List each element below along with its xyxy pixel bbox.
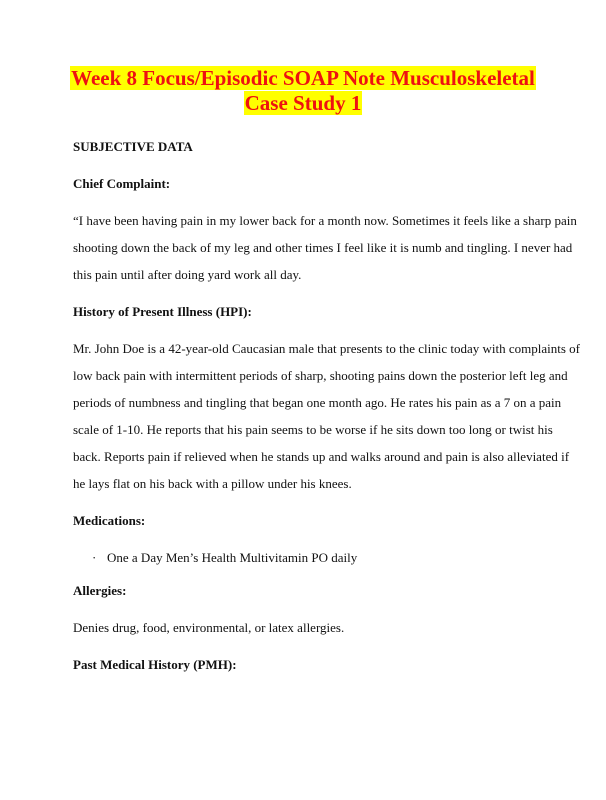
medication-bullet: · [92, 550, 97, 565]
hpi-line: low back pain with intermittent periods of sharp, shooting pains down the posterior left leg and [73, 368, 568, 383]
hpi-line: Mr. John Doe is a 42-year-old Caucasian male that presents to the clinic today with complaints of [73, 341, 580, 356]
pmh-heading: Past Medical History (PMH): [73, 657, 237, 672]
hpi-line: scale of 1-10. He reports that his pain seems to be worse if he sits down too long or twist his [73, 422, 553, 437]
chief-complaint-line: “I have been having pain in my lower back for a month now. Sometimes it feels like a sharp pain [73, 213, 577, 228]
hpi-line: he lays flat on his back with a pillow under his knees. [73, 476, 352, 491]
subjective-heading: SUBJECTIVE DATA [73, 139, 193, 154]
allergies-heading: Allergies: [73, 583, 127, 598]
hpi-line: back. Reports pain if relieved when he stands up and walks around and pain is also alleviated if [73, 449, 570, 464]
document-title [0, 66, 606, 116]
medications-heading: Medications: [73, 513, 146, 528]
title-line-1: Week 8 Focus/Episodic SOAP Note Musculoskeletal [71, 66, 535, 90]
chief-complaint-line: shooting down the back of my leg and other times I feel like it is numb and tingling. I never had [73, 240, 573, 255]
hpi-line: periods of numbness and tingling that began one month ago. He rates his pain as a 7 on a pain [73, 395, 562, 410]
hpi-heading: History of Present Illness (HPI): [73, 304, 252, 319]
chief-complaint-line: this pain until after doing yard work all day. [73, 267, 302, 282]
medication-item: One a Day Men’s Health Multivitamin PO daily [107, 550, 358, 565]
title-line-2: Case Study 1 [244, 91, 362, 115]
allergies-text: Denies drug, food, environmental, or latex allergies. [73, 620, 345, 635]
chief-complaint-heading: Chief Complaint: [73, 176, 171, 191]
